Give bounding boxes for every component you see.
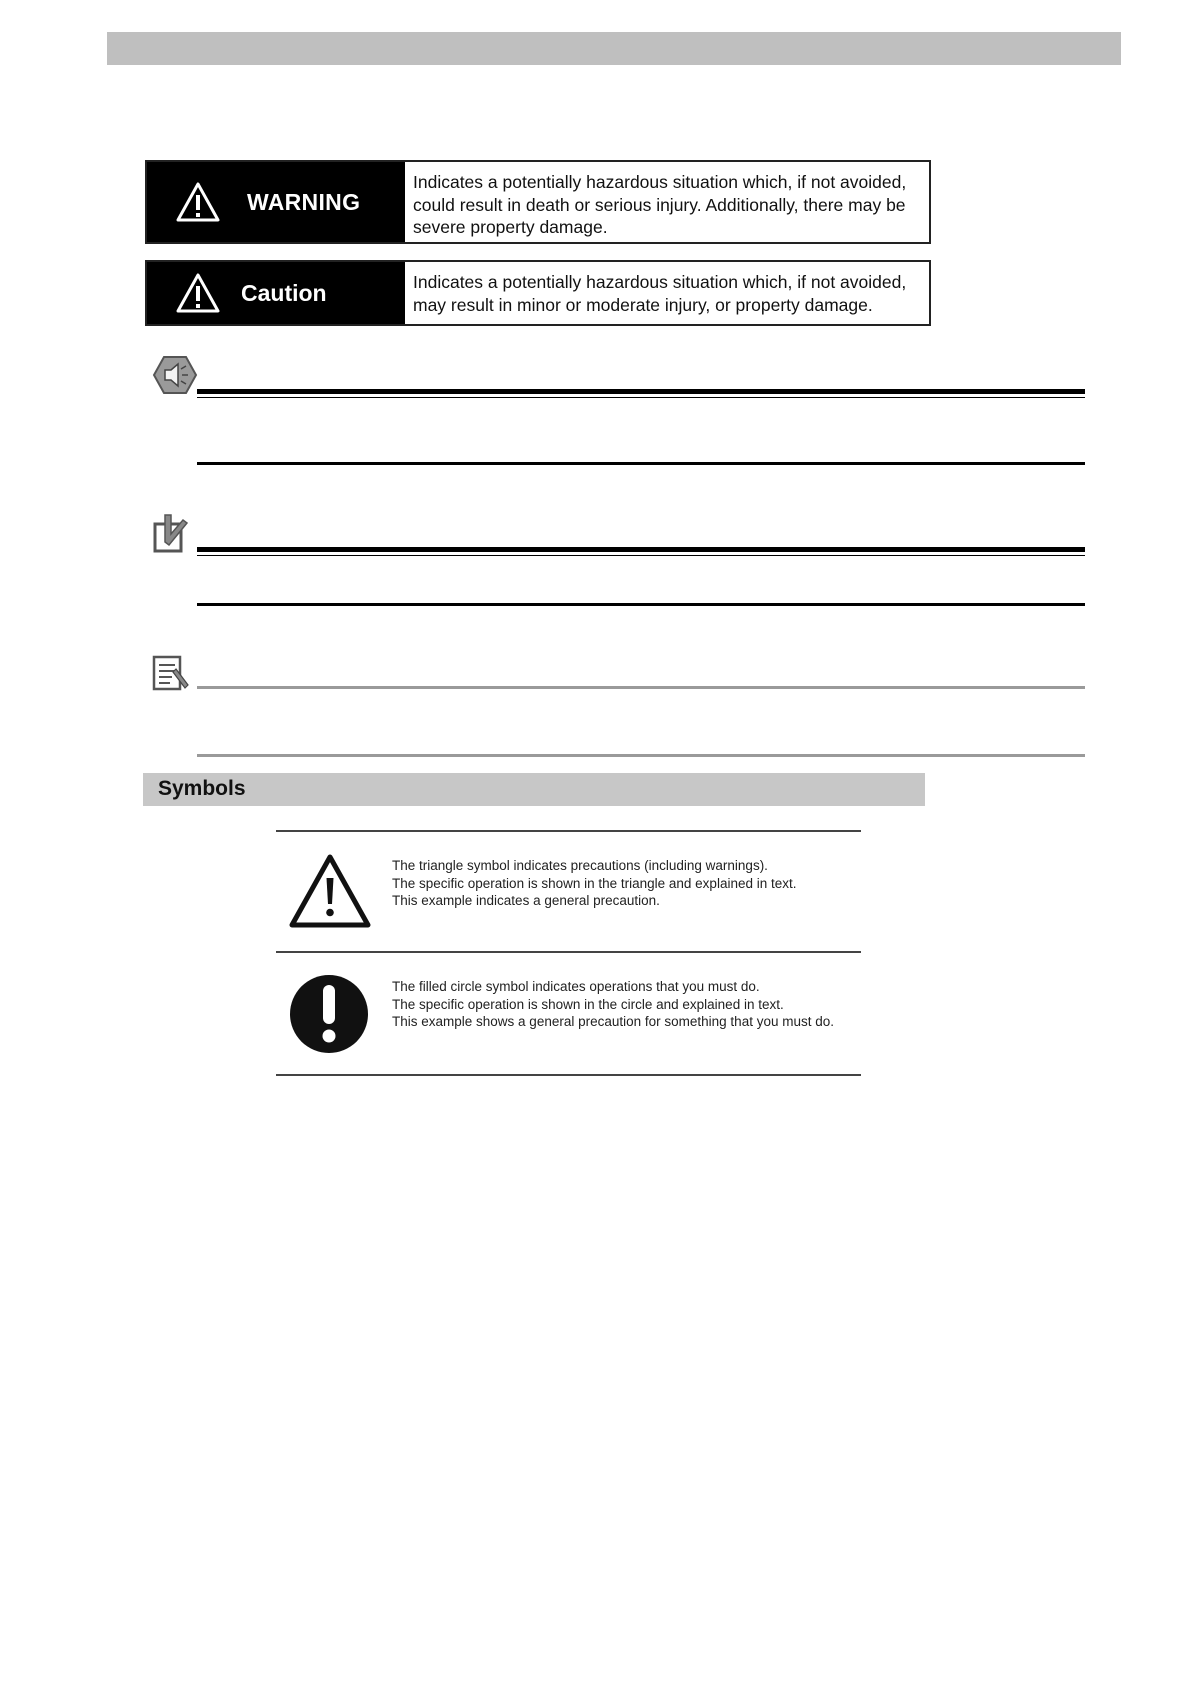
symbol-row-2 — [289, 974, 369, 1059]
precaution-1-top-rule-thin — [197, 397, 1085, 398]
symbol-1-line-1: The triangle symbol indicates precautions (including warnings). — [392, 858, 768, 873]
symbol-1-line-3: This example indicates a general precaution. — [392, 893, 660, 908]
symbols-bottom-rule — [276, 1074, 861, 1076]
caution-triangle-icon — [175, 272, 221, 314]
precaution-1-top-rule-thick — [197, 389, 1085, 394]
speaker-icon — [152, 355, 198, 395]
pencil-check-icon — [152, 512, 192, 554]
warning-triangle-icon — [175, 181, 221, 223]
symbols-section-header — [143, 773, 925, 806]
precaution-2-top-rule-thin — [197, 555, 1085, 556]
precaution-1-bottom-rule — [197, 462, 1085, 465]
caution-label-cell — [147, 262, 405, 324]
symbols-middle-rule — [276, 951, 861, 953]
warning-label: WARNING — [247, 188, 361, 215]
warning-label-cell — [147, 162, 405, 242]
warning-signal-box — [145, 160, 931, 244]
symbol-2-description — [392, 978, 834, 1031]
caution-signal-box — [145, 260, 931, 326]
precaution-3-top-rule — [197, 686, 1085, 689]
precaution-3-bottom-rule — [197, 754, 1085, 757]
symbol-1-line-2: The specific operation is shown in the triangle and explained in text. — [392, 875, 797, 891]
precaution-block-3 — [152, 655, 192, 696]
precaution-block-2 — [152, 512, 192, 559]
memo-icon — [152, 655, 192, 691]
warning-triangle-icon — [288, 852, 372, 930]
precaution-2-bottom-rule — [197, 603, 1085, 606]
filled-circle-exclamation-icon — [289, 974, 369, 1054]
symbols-title: Symbols — [158, 777, 246, 800]
symbol-2-line-3: This example shows a general precaution for something that you must do. — [392, 1014, 834, 1029]
precaution-2-top-rule-thick — [197, 547, 1085, 552]
warning-description: Indicates a potentially hazardous situation which, if not avoided, could result in death or serious injury. Additionally, there may be severe property damage. — [413, 172, 907, 237]
symbol-2-line-2: The specific operation is shown in the circle and explained in text. — [392, 996, 784, 1012]
symbol-1-description — [392, 857, 797, 910]
precaution-block-1 — [152, 355, 198, 400]
symbol-2-line-1: The filled circle symbol indicates operations that you must do. — [392, 979, 760, 994]
caution-label: Caution — [241, 279, 327, 306]
symbols-top-rule — [276, 830, 861, 832]
symbol-row-1 — [288, 852, 372, 935]
caution-description: Indicates a potentially hazardous situation which, if not avoided, may result in minor or moderate injury, or property damage. — [413, 272, 907, 315]
page-header-bar — [107, 32, 1121, 65]
